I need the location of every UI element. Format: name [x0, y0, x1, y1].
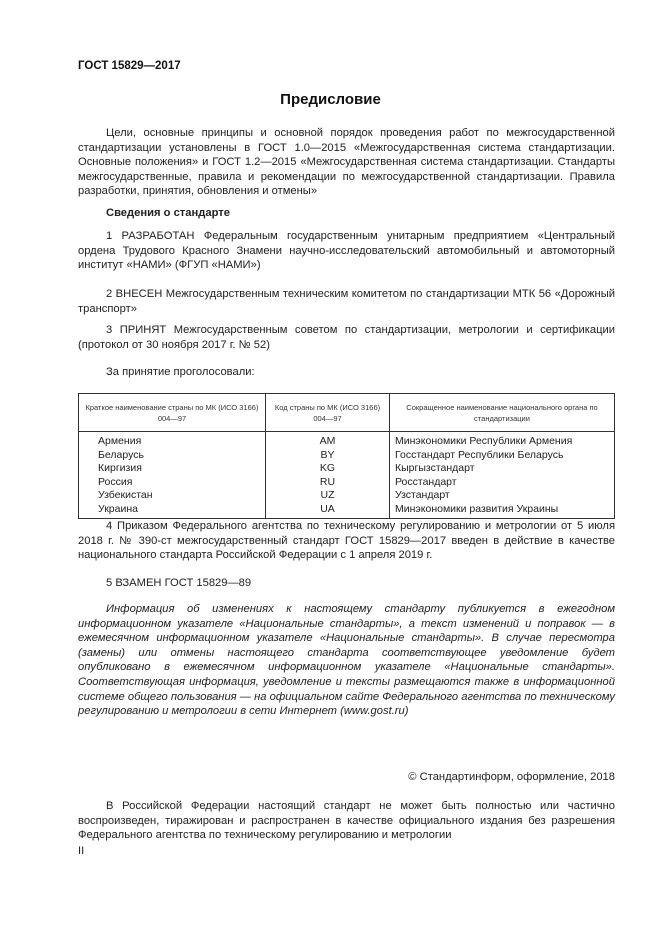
notice-paragraph: [78, 602, 615, 719]
rights-paragraph: [78, 799, 615, 843]
item-2: [78, 287, 615, 316]
country-cell: Узбекистан: [79, 489, 266, 503]
table-row: [79, 489, 615, 503]
document-header: ГОСТ 15829—2017: [78, 60, 181, 72]
code-cell: UA: [266, 503, 390, 519]
country-cell: Киргизия: [79, 462, 266, 476]
item-4-text: 4 Приказом Федерального агентства по техническому регулированию и метрологии от 5 июля 2018 г. № 390-ст межгосударственный стандарт ГОСТ 15829—2017 введен в действие в качестве национального стандарта Российской Федерации с 1 апреля 2019 г.: [78, 520, 615, 562]
item-3: [78, 323, 615, 352]
code-cell: RU: [266, 476, 390, 490]
body-cell: Госстандарт Республики Беларусь: [390, 449, 615, 463]
country-cell: Беларусь: [79, 449, 266, 463]
voted-label: За принятие проголосовали:: [106, 366, 255, 378]
body-cell: Минэкономики Республики Армения: [390, 432, 615, 449]
body-cell: Кыргызстандарт: [390, 462, 615, 476]
table-header-body: Сокращенное наименование национального органа по стандартизации: [390, 394, 615, 432]
table-header-row: [79, 394, 615, 432]
copyright: © Стандартинформ, оформление, 2018: [408, 771, 615, 783]
item-4: [78, 519, 615, 563]
notice-text: Информация об изменениях к настоящему стандарту публикуется в ежегодном информационном указателе «Национальные стандарты», а текст изменений и поправок — в ежемесячном информационном указателе «Национальные стандарты». В случае пересмотра (замены) или отмены настоящего стандарта соответствующее уведомление будет опубликовано в ежемесячном информационном указателе «Национальные стандарты». Соответствующая информация, уведомление и тексты размещаются также в информационной системе общего пользования — на официальном сайте Федерального агентства по техническому регулированию и метрологии в сети Интернет (www.gost.ru): [78, 603, 615, 718]
body-cell: Узстандарт: [390, 489, 615, 503]
rights-text: В Российской Федерации настоящий стандарт не может быть полностью или частично воспроизведен, тиражирован и распространен в качестве официального издания без разрешения Федерального агентства по техническому регулированию и метрологии: [78, 800, 615, 842]
body-cell: Минэкономики развития Украины: [390, 503, 615, 519]
item-2-text: 2 ВНЕСЕН Межгосударственным техническим комитетом по стандартизации МТК 56 «Дорожный транспорт»: [78, 288, 615, 315]
table-row: [79, 462, 615, 476]
code-cell: KG: [266, 462, 390, 476]
item-5: 5 ВЗАМЕН ГОСТ 15829—89: [106, 577, 252, 589]
country-cell: Украина: [79, 503, 266, 519]
intro-text: Цели, основные принципы и основной порядок проведения работ по межгосударственной стандартизации установлены в ГОСТ 1.0—2015 «Межгосударственная система стандартизации. Основные положения» и ГОСТ 1.2—2015 «Межгосударственная система стандартизации. Стандарты межгосударственные, правила и рекомендации по межгосударственной стандартизации. Правила разработки, принятия, обновления и отмены»: [78, 127, 615, 198]
table-row: [79, 503, 615, 519]
country-cell: Армения: [79, 432, 266, 449]
code-cell: BY: [266, 449, 390, 463]
voting-table: [78, 393, 615, 519]
table-row: [79, 432, 615, 449]
intro-paragraph: [78, 126, 615, 199]
section-heading: Сведения о стандарте: [106, 207, 230, 219]
body-cell: Росстандарт: [390, 476, 615, 490]
page-number: II: [78, 845, 85, 857]
item-3-text: 3 ПРИНЯТ Межгосударственным советом по стандартизации, метрологии и сертификации (протокол от 30 ноября 2017 г. № 52): [78, 324, 615, 351]
page-title: Предисловие: [280, 91, 381, 108]
table-header-country: Краткое наименование страны по МК (ИСО 3166) 004—97: [79, 394, 266, 432]
item-1-text: 1 РАЗРАБОТАН Федеральным государственным унитарным предприятием «Центральный ордена Трудового Красного Знамени научно-исследовательский автомобильный и автомоторный институт «НАМИ» (ФГУП «НАМИ»): [78, 230, 615, 272]
code-cell: UZ: [266, 489, 390, 503]
table-row: [79, 476, 615, 490]
country-cell: Россия: [79, 476, 266, 490]
item-1: [78, 229, 615, 273]
table-row: [79, 449, 615, 463]
code-cell: AM: [266, 432, 390, 449]
table-header-code: Код страны по МК (ИСО 3166) 004—97: [266, 394, 390, 432]
